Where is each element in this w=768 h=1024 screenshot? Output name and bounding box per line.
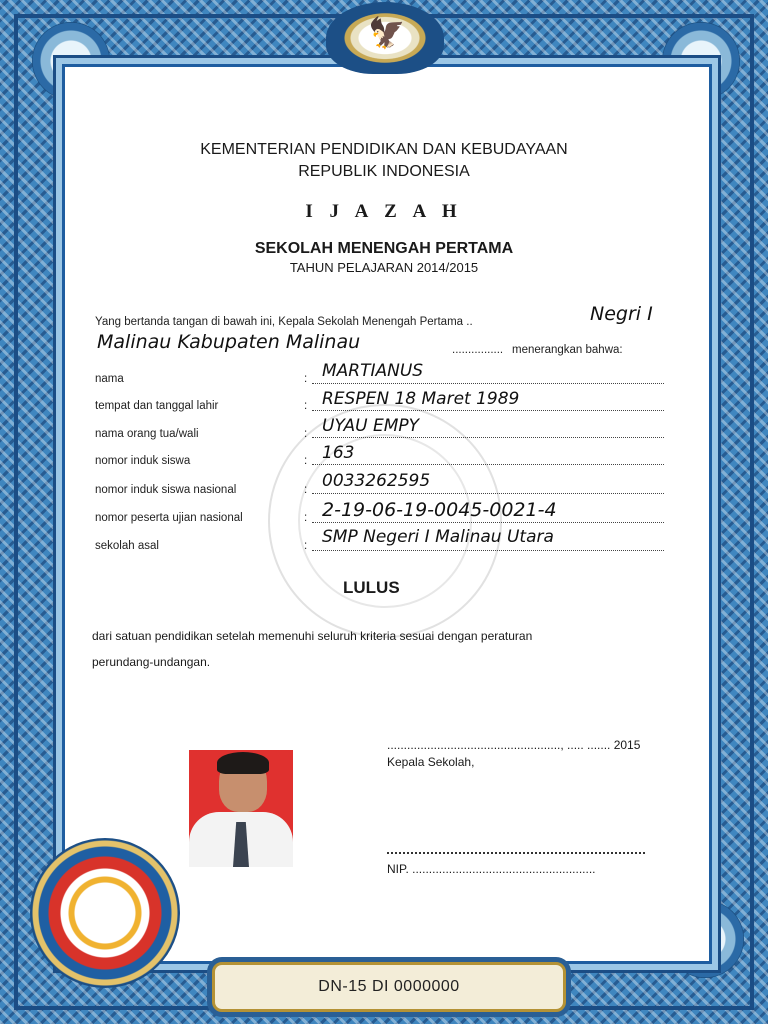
field-label-nisn: nomor induk siswa nasional [95,484,237,496]
field-label-birth: tempat dan tanggal lahir [95,400,219,412]
field-dotted-line [312,464,664,465]
signature-nip: NIP. ....................................................... [387,862,596,876]
intro-dots: ................ [452,344,504,356]
kemdikbud-seal-icon [30,838,180,988]
intro-text: Yang bertanda tangan di bawah ini, Kepala Sekolah Menengah Pertama .. [95,316,473,328]
field-label-name: nama [95,373,124,385]
school-name-handwritten: Negri I [590,303,653,325]
field-dotted-line [312,550,664,551]
result-status: LULUS [343,578,400,597]
serial-plate [212,962,566,1012]
statement-line-1: dari satuan pendidikan setelah memenuhi seluruh kriteria sesuai dengan peraturan [92,629,533,643]
field-colon: : [304,540,308,552]
photo-hair [217,752,269,774]
field-dotted-line [312,383,664,384]
academic-year: TAHUN PELAJARAN 2014/2015 [289,260,479,275]
field-value-origin-school: SMP Negeri I Malinau Utara [322,527,554,547]
garuda-emblem-icon [326,2,444,74]
school-level: SEKOLAH MENENGAH PERTAMA [254,240,514,257]
field-dotted-line [312,437,664,438]
emblem-glyph: 🦅 [368,17,406,50]
intro-suffix: menerangkan bahwa: [512,344,623,356]
field-label-exam-number: nomor peserta ujian nasional [95,512,243,524]
field-value-parent: UYAU EMPY [322,416,420,436]
statement-line-2: perundang-undangan. [92,655,211,669]
school-location-handwritten: Malinau Kabupaten Malinau [97,331,361,353]
field-colon: : [304,428,308,440]
field-value-nisn: 0033262595 [322,471,431,491]
document-title: I J A Z A H [305,201,463,222]
ministry-title: KEMENTERIAN PENDIDIKAN DAN KEBUDAYAAN [200,141,568,158]
signature-title: Kepala Sekolah, [387,755,475,769]
field-value-name: MARTIANUS [322,361,424,381]
field-colon: : [304,400,308,412]
field-colon: : [304,484,308,496]
field-value-nis: 163 [322,443,355,463]
field-colon: : [304,512,308,524]
field-label-nis: nomor induk siswa [95,455,191,467]
field-colon: : [304,455,308,467]
country-title: REPUBLIK INDONESIA [298,163,470,180]
field-label-origin-school: sekolah asal [95,540,159,552]
field-dotted-line [312,410,664,411]
signature-line [387,852,645,854]
field-colon: : [304,373,308,385]
signature-date: ...................................................., ..... ....... 2015 [387,738,641,752]
field-label-parent: nama orang tua/wali [95,428,199,440]
field-dotted-line [312,522,664,523]
field-value-birth: RESPEN 18 Maret 1989 [322,389,520,409]
field-value-exam-number: 2-19-06-19-0045-0021-4 [322,499,557,521]
serial-number: DN-15 DI 0000000 [318,978,460,995]
field-dotted-line [312,493,664,494]
student-photo [189,750,293,867]
